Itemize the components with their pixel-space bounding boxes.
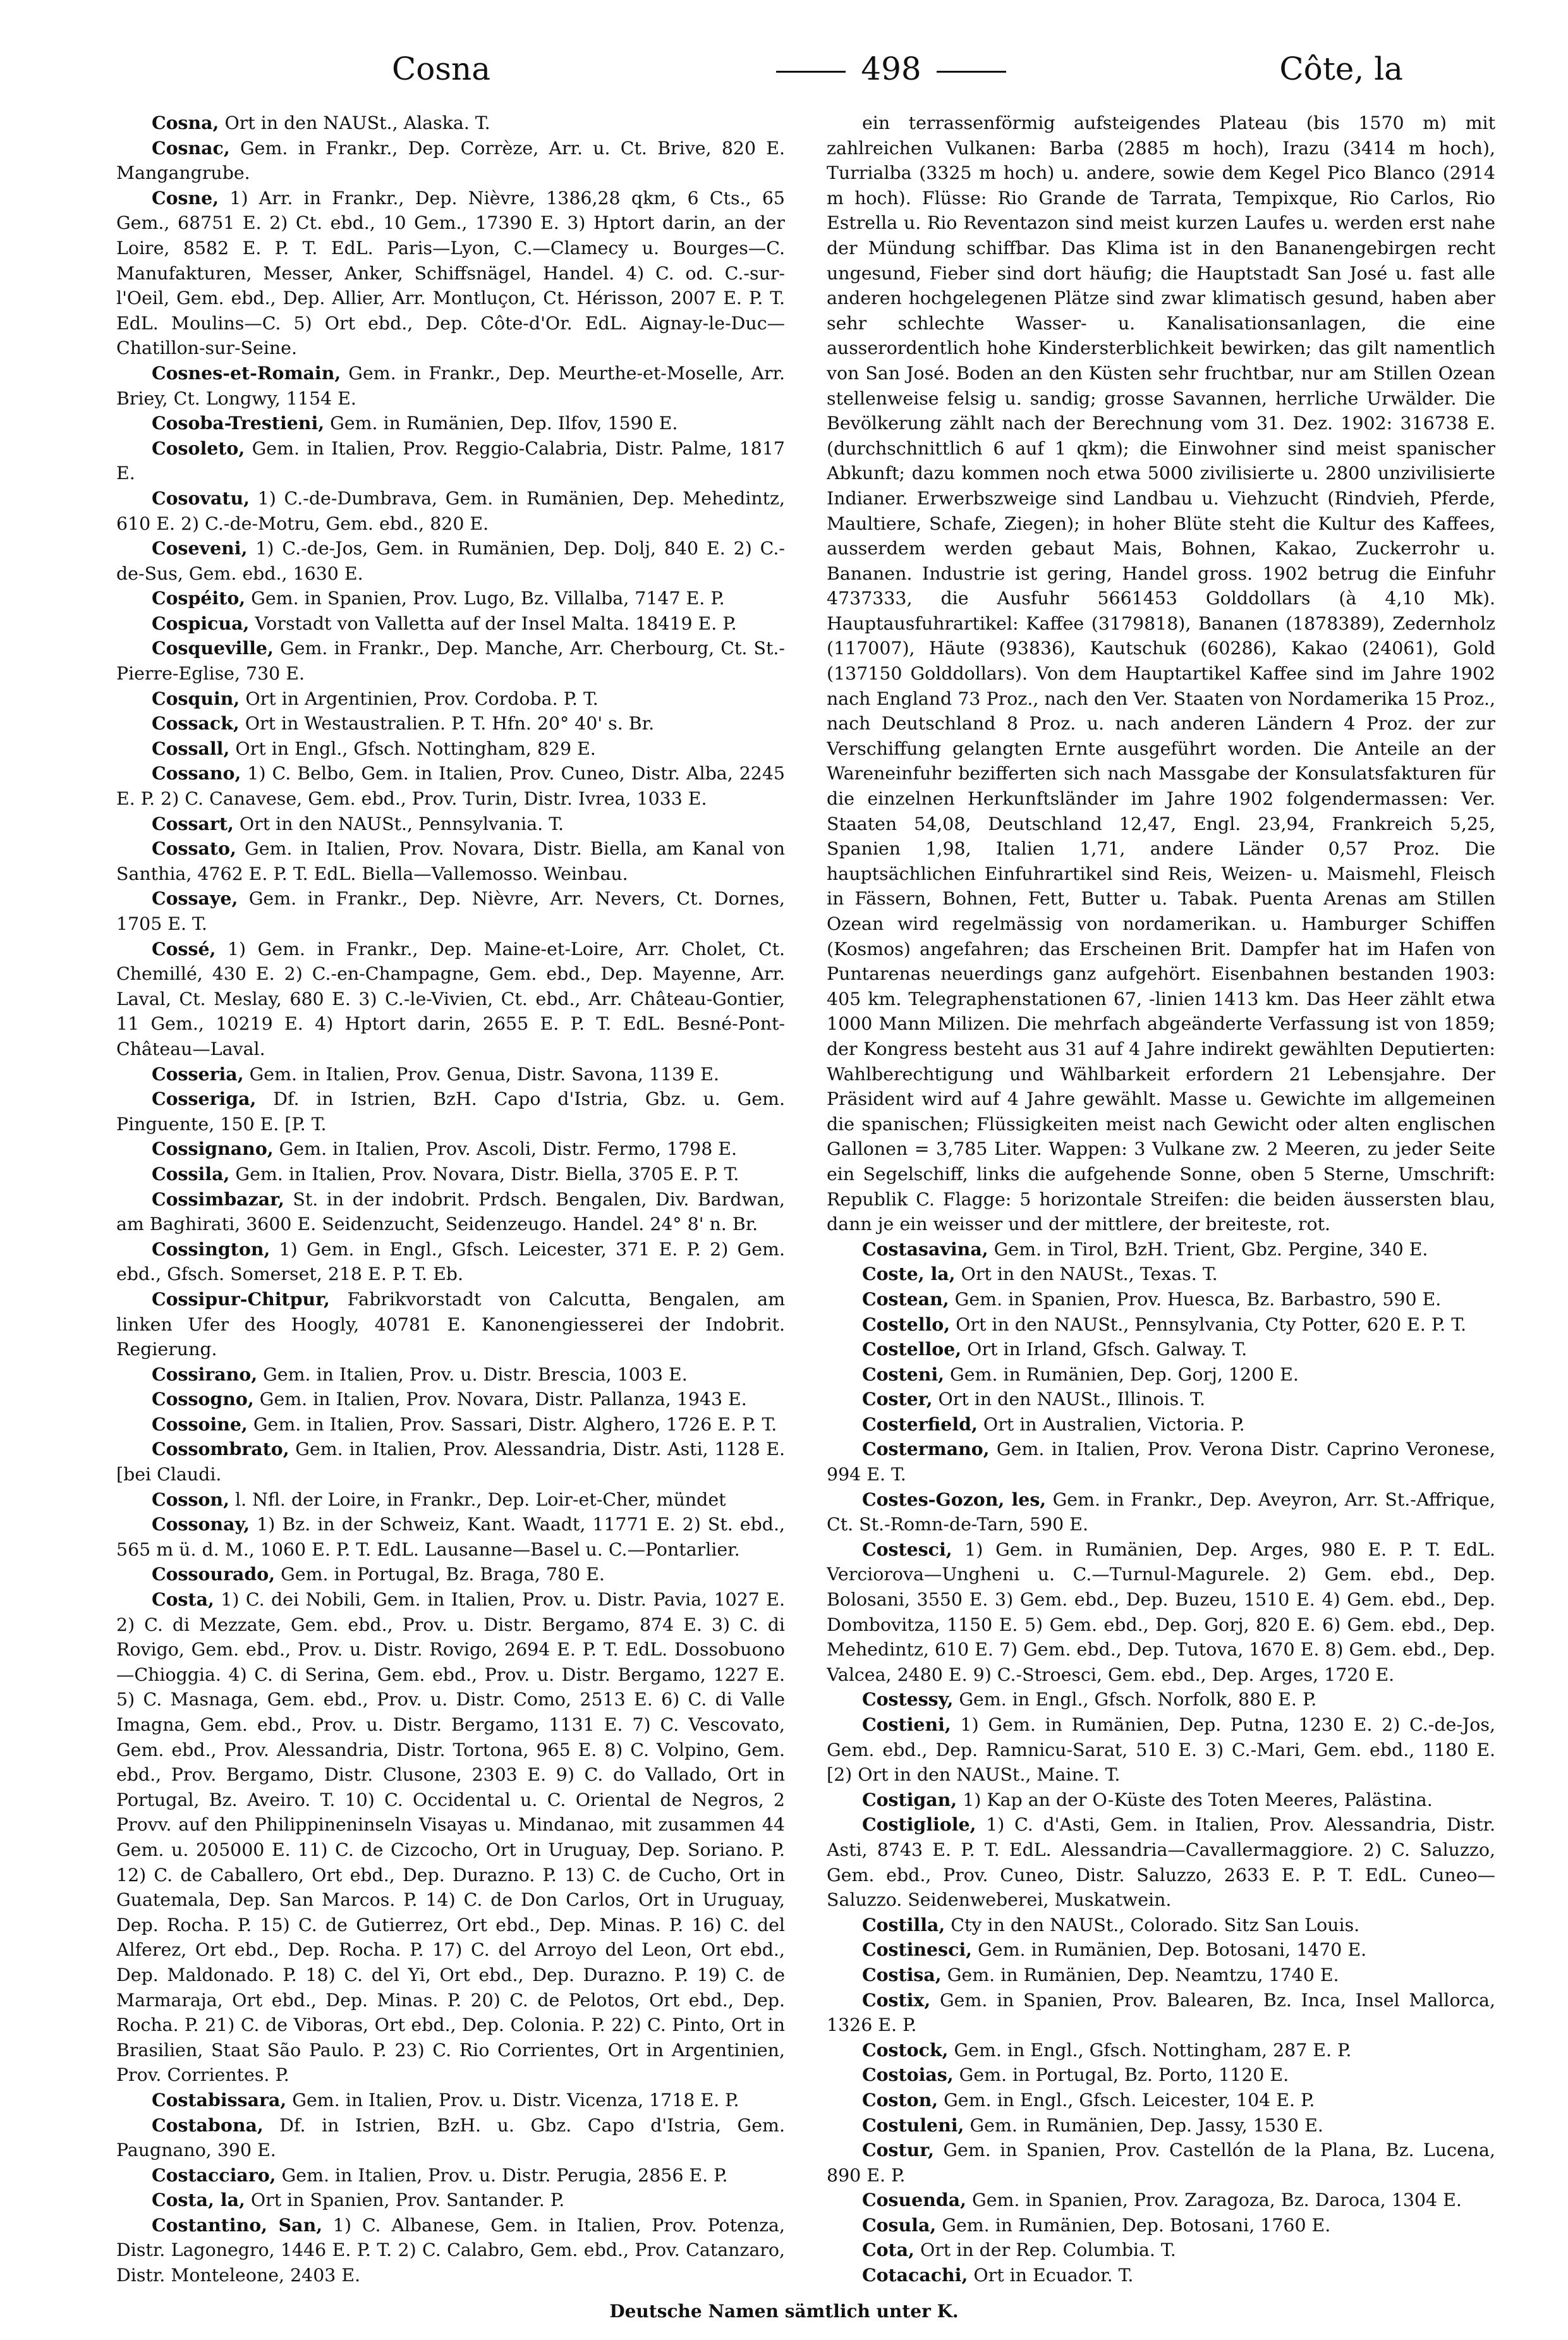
entry-headword: Costieni, [862,1714,951,1735]
dictionary-entry [116,1162,785,1187]
dictionary-entry [116,886,785,936]
dictionary-entry [116,486,785,536]
entry-headword: Costix, [862,1989,931,2011]
entry-headword: Coste, la, [862,1263,956,1285]
entry-headword: Cospéito, [152,587,246,609]
entry-text: 1) Gem. in Engl., Gfsch. Leicester, 371 E. P. 2) Gem. ebd., Gfsch. Somerset, 218 E. P. T. Eb. [116,1238,785,1285]
entry-headword: Cospicua, [152,612,250,634]
header-page-number-group [746,51,1036,87]
dictionary-entry [827,1287,1495,1312]
entry-text: Gem. in Frankr., Dep. Corrèze, Arr. u. Ct. Brive, 820 E. Mangangrube. [116,137,785,184]
entry-text: Gem. in Italien, Prov. Reggio-Calabria, Distr. Palme, 1817 E. [116,437,785,484]
entry-headword: Cosuenda, [862,2189,966,2211]
entry-headword: Cossogno, [152,1388,254,1410]
entry-text: Fabrikvorstadt von Calcutta, Bengalen, am linken Ufer des Hoogly, 40781 E. Kanonengiesserei der Indobrit. Regierung. [116,1288,785,1360]
right-column [827,111,1495,2285]
dictionary-entry [116,361,785,411]
entry-text: Gem. in Rumänien, Dep. Jassy, 1530 E. [964,2114,1323,2136]
dictionary-entry [827,1237,1495,1262]
entry-headword: Coston, [862,2088,939,2111]
entry-headword: Costantino, San, [152,2214,323,2236]
entry-text: Gem. in Italien, Prov. Alessandria, Distr. Asti, 1128 E. [bei Claudi. [116,1439,785,1485]
entry-headword: Cossourado, [152,1563,276,1585]
header-last-entry: Côte, la [1279,51,1403,87]
dictionary-entry [827,1988,1495,2038]
entry-headword: Cossignano, [152,1138,274,1160]
dictionary-entry [116,1237,785,1287]
entry-headword: Costasavina, [862,1238,988,1260]
dictionary-entry [116,111,785,136]
dictionary-entry [116,1062,785,1087]
entry-text: Gem. in Rumänien, Dep. Neamtzu, 1740 E. [941,1964,1339,1985]
dictionary-entry [827,1963,1495,1988]
dictionary-entry [116,937,785,1062]
dictionary-entry [116,1512,785,1562]
entry-text: Gem. in Spanien, Prov. Balearen, Bz. Inca, Insel Mallorca, 1326 E. P. [827,1989,1495,2036]
dictionary-entry [827,1537,1495,1688]
entry-text: Gem. in Italien, Prov. Novara, Distr. Pallanza, 1943 E. [253,1389,747,1410]
entry-text: Gem. in Rumänien, Dep. Gorj, 1200 E. [944,1363,1299,1385]
entry-text: 1) C. dei Nobili, Gem. in Italien, Prov. u. Distr. Pavia, 1027 E. 2) C. di Mezzate, Gem. ebd., Prov. u. Distr. Bergamo, 874 E. 3) C. di Rovigo, Gem. ebd., Prov. u. Distr. Rovigo, 2694 E. P. T. EdL. Dossobuono—Chioggia. 4) C. di Serina, Gem. ebd., Prov. u. Distr. Bergamo, 1227 E. 5) C. Masnaga, Gem. ebd., Prov. u. Distr. Como, 2513 E. 6) C. di Valle Imagna, Gem. ebd., Prov. u. Distr. Bergamo, 1131 E. 7) C. Vescovato, Gem. ebd., Prov. Alessandria, Distr. Tortona, 965 E. 8) C. Volpino, Gem. ebd., Prov. Bergamo, Distr. Clusone, 2303 E. 9) C. do Vallado, Ort in Portugal, Bz. Aveiro. T. 10) C. Occidental u. C. Oriental de Negros, 2 Provv. auf den Philippineninseln Visayas u. Mindanao, mit zusammen 44 Gem. u. 205000 E. 11) C. de Cizcocho, Ort in Uruguay, Dep. Soriano. P. 12) C. de Caballero, Ort ebd., Dep. Durazno. P. 13) C. de Cucho, Ort in Guatemala, Dep. San Marcos. P. 14) C. de Don Carlos, Ort in Uruguay, Dep. Rocha. P. 15) C. de Gutierrez, Ort ebd., Dep. Minas. P. 16) C. del Alferez, Ort ebd., Dep. Rocha. P. 17) C. del Arroyo del Leon, Ort ebd., Dep. Maldonado. P. 18) C. del Yi, Ort ebd., Dep. Durazno. P. 19) C. de Marmaraja, Ort ebd., Dep. Minas. P. 20) C. de Pelotos, Ort ebd., Dep. Rocha. P. 21) C. de Viboras, Ort ebd., Dep. Colonia. P. 22) C. Pinto, Ort in Brasilien, Staat São Paulo. P. 23) C. Rio Corrientes, Ort in Argentinien, Prov. Corrientes. P. [116,1589,785,2086]
entry-text: ein terrassenförmig aufsteigendes Plateau (bis 1570 m) mit zahlreichen Vulkanen: Barba (2885 m hoch), Irazu (3414 m hoch), Turrialba (3325 m hoch) u. andere, sowie dem Kegel Pico Blanco (2914 m hoch). Flüsse: Rio Grande de Tarrata, Tempixque, Rio Carlos, Rio Estrella u. Rio Reventazon sind meist kurzen Laufes u. werden erst nahe der Mündung schiffbar. Das Klima ist in den Bananengebirgen recht ungesund, Fieber sind dort häufig; die Hauptstadt San José u. fast alle anderen hochgelegenen Plätze sind zwar klimatisch gesund, haben aber sehr schlechte Wasser- u. Kanalisationsanlagen, die eine ausserordentlich hohe Kindersterblichkeit bewirken; das gilt namentlich von San José. Boden an den Küsten sehr fruchtbar, nur am Stillen Ozean stellenweise felsig u. sandig; grosse Savannen, herrliche Urwälder. Die Bevölkerung zählt nach der Berechnung vom 31. Dez. 1902: 316738 E. (durchschnittlich 6 auf 1 qkm); die Einwohner sind meist spanischer Abkunft; dazu kommen noch etwa 5000 zivilisierte u. 2800 unzivilisierte Indianer. Erwerbszweige sind Landbau u. Viehzucht (Rindvieh, Pferde, Maultiere, Schafe, Ziegen); in hoher Blüte steht die Kultur des Kaffees, ausserdem werden gebaut Mais, Bohnen, Kakao, Zuckerrohr u. Bananen. Industrie ist gering, Handel gross. 1902 betrug die Einfuhr 4737333, die Ausfuhr 5661453 Golddollars (à 4,10 Mk). Hauptausfuhrartikel: Kaffee (3179818), Bananen (1878389), Zedernholz (117007), Häute (93836), Kautschuk (60286), Kakao (24061), Gold (137150 Golddollars). Von dem Hauptartikel Kaffee sind im Jahre 1902 nach England 73 Proz., nach den Ver. Staaten von Nordamerika 15 Proz., nach Deutschland 8 Proz. u. nach anderen Ländern 4 Proz. der zur Verschiffung gelangten Ernte ausgeführt worden. Die Anteile an der Wareneinfuhr bezifferten sich nach Massgabe der Konsulatsfakturen für die einzelnen Herkunftsländer im Jahre 1902 folgendermassen: Ver. Staaten 54,08, Deutschland 12,47, Engl. 23,94, Frankreich 5,25, Spanien 1,98, Italien 1,71, andere Länder 0,57 Proz. Die hauptsächlichen Einfuhrartikel sind Reis, Weizen- u. Maismehl, Fleisch in Fässern, Bohnen, Fett, Butter u. Tabak. Puenta Arenas am Stillen Ozean wird regelmässig von nordamerikan. u. Hamburger Schiffen (Kosmos) angefahren; das Erscheinen Brit. Dampfer hat im Hafen von Puntarenas neuerdings ganz aufgehört. Eisenbahnen bestanden 1903: 405 km. Telegraphenstationen 67, -linien 1413 km. Das Heer zählt etwa 1000 Mann Milizen. Die mehrfach abgeänderte Verfassung ist von 1859; der Kongress besteht aus 31 auf 4 Jahre indirekt gewählten Deputierten: Wahlberechtigung und Wählbarkeit erfordern 21 Lebensjahre. Der Präsident wird auf 4 Jahre gewählt. Masse u. Gewichte im allgemeinen die spanischen; Flüssigkeiten meist nach Gewicht oder alten englischen Gallonen = 3,785 Liter. Wappen: 3 Vulkane zw. 2 Meeren, zu jeder Seite ein Segelschiff, links die aufgehende Sonne, oben 5 Sterne, Umschrift: Republik C. Flagge: 5 horizontale Streifen: die beiden äussersten blau, dann je ein weisser und der mittlere, der breiteste, rot. [827,113,1495,1235]
entry-text: Gem. in Portugal, Bz. Porto, 1120 E. [953,2064,1289,2086]
dictionary-entry [827,1937,1495,1963]
dictionary-entry [827,1913,1495,1938]
entry-text: Ort in Ecuador. T. [968,2265,1134,2285]
entry-text: Gem. in Rumänien, Dep. Botosani, 1760 E. [936,2214,1331,2236]
dictionary-entry [827,1387,1495,1412]
entry-headword: Cossonay, [152,1513,250,1535]
left-column [116,111,785,2285]
dictionary-entry [827,1788,1495,1813]
entry-headword: Cosna, [152,112,219,133]
entry-headword: Costigliole, [862,1813,976,1836]
entry-text: Ort in Westaustralien. P. T. Hfn. 20° 40' s. Br. [239,713,655,734]
entry-text: 1) Bz. in der Schweiz, Kant. Waadt, 11771 E. 2) St. ebd., 565 m ü. d. M., 1060 E. P. T. EdL. Lausanne—Basel u. C.—Pontarlier. [116,1514,785,1560]
entry-text: Df. in Istrien, BzH. Capo d'Istria, Gbz. u. Gem. Pinguente, 150 E. [P. T. [116,1088,785,1135]
entry-text: Gem. in Frankr., Dep. Manche, Arr. Cherbourg, Ct. St.-Pierre-Eglise, 730 E. [116,638,785,685]
entry-headword: Costessy, [862,1688,954,1710]
dictionary-entry [116,711,785,736]
dictionary-entry [116,1187,785,1237]
dictionary-entry [116,1562,785,1587]
dictionary-entry [827,1362,1495,1387]
entry-text: Gem. in Frankr., Dep. Aveyron, Arr. St.-Affrique, Ct. St.-Romn-de-Tarn, 590 E. [827,1489,1495,1535]
entry-headword: Cossipur-Chitpur, [152,1288,330,1310]
entry-headword: Cossack, [152,712,240,734]
dictionary-entry [116,2113,785,2163]
dictionary-entry [827,2063,1495,2088]
entry-text: Cty in den NAUSt., Colorado. Sitz San Louis. [945,1914,1360,1935]
entry-text: Gem. in Italien, Prov. u. Distr. Brescia, 1003 E. [257,1363,688,1385]
entry-text: Ort in Argentinien, Prov. Cordoba. P. T. [240,688,599,709]
entry-text: 1) C.-de-Jos, Gem. in Rumänien, Dep. Dolj, 840 E. 2) C.-de-Sus, Gem. ebd., 1630 E. [116,538,785,584]
footer-note: Deutsche Namen sämtlich unter K. [609,2301,959,2322]
entry-headword: Coster, [862,1388,933,1410]
entry-headword: Cosseria, [152,1063,244,1085]
entry-text: Gem. in Spanien, Prov. Huesca, Bz. Barbastro, 590 E. [949,1288,1442,1310]
entry-text: Gem. in Italien, Prov. Genua, Distr. Savona, 1139 E. [243,1063,719,1085]
entry-text: Ort in der Rep. Columbia. T. [914,2239,1176,2261]
entry-headword: Costur, [862,2139,935,2161]
entry-headword: Cosqueville, [152,637,274,659]
entry-headword: Costacciaro, [152,2164,276,2186]
entry-text: Gem. in Italien, Prov. u. Distr. Vicenza, 1718 E. P. [286,2089,739,2111]
entry-headword: Cosquin, [152,687,240,709]
dictionary-entry [116,636,785,686]
dictionary-entry [827,1262,1495,1287]
entry-headword: Cossimbazar, [152,1188,284,1210]
entry-text: Gem. in Engl., Gfsch. Leicester, 104 E. P. [938,2089,1315,2111]
dictionary-entry [116,1587,785,2088]
dictionary-entry [827,2038,1495,2063]
dictionary-entry [827,2188,1495,2213]
entry-headword: Costigan, [862,1788,957,1810]
entry-headword: Costello, [862,1313,951,1335]
entry-text: Ort in Engl., Gfsch. Nottingham, 829 E. [229,738,596,759]
dictionary-entry [116,1412,785,1437]
entry-text: 1) C. Albanese, Gem. in Italien, Prov. Potenza, Distr. Lagonegro, 1446 E. P. T. 2) C. Calabro, Gem. ebd., Prov. Catanzaro, Distr. Monteleone, 2403 E. [116,2214,785,2285]
entry-headword: Cota, [862,2239,915,2261]
entry-text: Ort in den NAUSt., Pennsylvania. T. [233,813,564,834]
entry-text: 1) Gem. in Rumänien, Dep. Arges, 980 E. P. T. EdL. Verciorova—Ungheni u. C.—Turnul-Magurele. 2) Gem. ebd., Dep. Bolosani, 3550 E. 3) Gem. ebd., Dep. Buzeu, 1510 E. 4) Gem. ebd., Dep. Dombovitza, 1150 E. 5) Gem. ebd., Dep. Gorj, 820 E. 6) Gem. ebd., Dep. Mehedintz, 610 E. 7) Gem. ebd., Dep. Tutova, 1670 E. 8) Gem. ebd., Dep. Valcea, 2480 E. 9) C.-Stroesci, Gem. ebd., Dep. Arges, 1720 E. [827,1539,1495,1685]
entry-text: Gem. in Italien, Prov. Novara, Distr. Biella, 3705 E. P. T. [229,1163,739,1185]
entry-text: Ort in Australien, Victoria. P. [977,1413,1245,1435]
dictionary-entry [116,836,785,886]
dictionary-entry [116,1387,785,1412]
dictionary-entry [827,2213,1495,2238]
entry-text: Df. in Istrien, BzH. u. Gbz. Capo d'Istria, Gem. Paugnano, 390 E. [116,2114,785,2161]
entry-text: Ort in Irland, Gfsch. Galway. T. [961,1339,1248,1360]
entry-headword: Cosnac, [152,137,230,159]
entry-text: Gem. in Rumänien, Dep. Ilfov, 1590 E. [324,413,678,434]
entry-text: Gem. in Rumänien, Dep. Botosani, 1470 E. [972,1939,1367,1961]
entry-text: Gem. in Spanien, Prov. Castellón de la Plana, Bz. Lucena, 890 E. P. [827,2140,1495,2186]
entry-text: Ort in den NAUSt., Alaska. T. [219,113,490,133]
entry-headword: Cossé, [152,937,216,960]
header-first-entry: Cosna [392,51,491,87]
entry-text: Gem. in Frankr., Dep. Nièvre, Arr. Nevers, Ct. Dornes, 1705 E. T. [116,888,785,934]
entry-text: St. in der indobrit. Prdsch. Bengalen, Div. Bardwan, am Baghirati, 3600 E. Seidenzucht, Seidenzeugo. Handel. 24° 8' n. Br. [116,1188,785,1235]
dictionary-entry [116,1487,785,1513]
entry-headword: Costock, [862,2038,949,2061]
entry-headword: Costeni, [862,1363,945,1385]
dictionary-entry [116,736,785,762]
entry-headword: Costisa, [862,1963,942,1985]
entry-text: Gem. in Italien, Prov. u. Distr. Perugia, 2856 E. P. [276,2164,728,2186]
dictionary-entry [116,436,785,486]
dictionary-entry [116,1362,785,1387]
entry-headword: Cosula, [862,2214,937,2236]
dictionary-entry [827,111,1495,1237]
dictionary-entry [116,2088,785,2113]
entry-text: 1) C. d'Asti, Gem. in Italien, Prov. Alessandria, Distr. Asti, 8743 E. P. T. EdL. Alessandria—Cavallermaggiore. 2) C. Saluzzo, Gem. ebd., Prov. Cuneo, Distr. Saluzzo, 2633 E. P. T. EdL. Cuneo—Saluzzo. Seidenweberei, Muskatwein. [827,1814,1495,1911]
dictionary-entry [827,1687,1495,1712]
entry-headword: Cotacachi, [862,2264,968,2285]
entry-headword: Cossato, [152,838,236,860]
entry-text: Gem. in Italien, Prov. Novara, Distr. Biella, am Kanal von Santhia, 4762 E. P. T. EdL. Biella—Vallemosso. Weinbau. [116,838,785,884]
entry-headword: Costa, la, [152,2189,245,2211]
entry-text: Vorstadt von Valletta auf der Insel Malta. 18419 E. P. [249,612,737,634]
entry-text: Gem. in Italien, Prov. Verona Distr. Caprino Veronese, 994 E. T. [827,1439,1495,1485]
entry-headword: Costuleni, [862,2114,964,2136]
dictionary-entry [116,2213,785,2285]
entry-headword: Costabissara, [152,2088,287,2111]
dictionary-entry [827,2238,1495,2263]
entry-headword: Cossall, [152,737,230,759]
dictionary-entry [827,1337,1495,1362]
dictionary-entry [827,1437,1495,1487]
entry-text: Ort in den NAUSt., Pennsylvania, Cty Potter, 620 E. P. T. [950,1313,1466,1335]
entry-text: 1) C.-de-Dumbrava, Gem. in Rumänien, Dep. Mehedintz, 610 E. 2) C.-de-Motru, Gem. ebd., 820 E. [116,487,785,534]
dictionary-entry [827,1487,1495,1537]
entry-text: Gem. in Engl., Gfsch. Norfolk, 880 E. P. [953,1689,1317,1710]
entry-headword: Cosoba-Trestieni, [152,412,325,434]
entry-text: Ort in Spanien, Prov. Santander. P. [245,2190,565,2211]
entry-headword: Cossington, [152,1238,270,1260]
header-rule-left [776,71,846,73]
dictionary-entry [827,2113,1495,2138]
entry-headword: Cossaye, [152,887,238,910]
dictionary-entry [827,1812,1495,1912]
entry-text: 1) C. Belbo, Gem. in Italien, Prov. Cuneo, Distr. Alba, 2245 E. P. 2) C. Canavese, Gem. ebd., Prov. Turin, Distr. Ivrea, 1033 E. [116,763,785,810]
dictionary-entry [116,586,785,611]
entry-headword: Cossila, [152,1162,230,1185]
entry-text: Gem. in Portugal, Bz. Braga, 780 E. [275,1564,605,1585]
entry-headword: Cossombrato, [152,1438,289,1460]
entry-text: 1) Arr. in Frankr., Dep. Nièvre, 1386,28 qkm, 6 Cts., 65 Gem., 68751 E. 2) Ct. ebd., 10 Gem., 17390 E. 3) Hptort darin, an der Loire, 8582 E. P. T. EdL. Paris—Lyon, C.—Clamecy u. Bourges—C. Manufakturen, Messer, Anker, Schiffsnägel, Handel. 4) C. od. C.-sur-l'Oeil, Gem. ebd., Dep. Allier, Arr. Montluçon, Ct. Hérisson, 2007 E. P. T. EdL. Moulins—C. 5) Ort ebd., Dep. Côte-d'Or. EdL. Aignay-le-Duc—Chatillon-sur-Seine. [116,187,785,359]
dictionary-entry [116,2188,785,2213]
dictionary-entry [116,136,785,186]
dictionary-entry [827,2263,1495,2285]
entry-headword: Cosson, [152,1488,229,1510]
entry-headword: Cossano, [152,762,241,784]
dictionary-entry [827,1412,1495,1437]
entry-headword: Cosnes-et-Romain, [152,362,341,384]
entry-headword: Coseveni, [152,537,248,559]
entry-headword: Costesci, [862,1538,952,1560]
entry-headword: Costean, [862,1288,949,1310]
entry-text: Ort in den NAUSt., Illinois. T. [932,1389,1205,1410]
dictionary-entry [827,2088,1495,2113]
entry-headword: Cossoine, [152,1413,248,1435]
dictionary-entry [827,1712,1495,1788]
dictionary-entry [116,1136,785,1162]
entry-text: Gem. in Italien, Prov. Sassari, Distr. Alghero, 1726 E. P. T. [247,1413,777,1435]
dictionary-entry [116,686,785,712]
entry-headword: Costa, [152,1588,214,1611]
entry-headword: Cossart, [152,812,234,834]
dictionary-entry [827,1312,1495,1338]
entry-text: Gem. in Frankr., Dep. Meurthe-et-Moselle, Arr. Briey, Ct. Longwy, 1154 E. [116,362,785,409]
entry-text: Gem. in Spanien, Prov. Lugo, Bz. Villalba, 7147 E. P. [245,588,725,609]
dictionary-entry [116,812,785,837]
entry-headword: Cosseriga, [152,1088,257,1110]
entry-text: Gem. in Tirol, BzH. Trient, Gbz. Pergine, 340 E. [988,1238,1428,1260]
entry-headword: Costoias, [862,2064,954,2086]
entry-headword: Costermano, [862,1438,990,1460]
dictionary-entry [116,761,785,811]
entry-headword: Cossirano, [152,1363,258,1385]
entry-text: 1) Gem. in Rumänien, Dep. Putna, 1230 E. 2) C.-de-Jos, Gem. ebd., Dep. Ramnicu-Sarat, 510 E. 3) C.-Mari, Gem. ebd., 1180 E. [2) Ort in den NAUSt., Maine. T. [827,1714,1495,1786]
dictionary-entry [827,2138,1495,2188]
entry-headword: Costes-Gozon, les, [862,1488,1047,1510]
dictionary-entry [116,1437,785,1487]
header-rule-right [937,71,1006,73]
dictionary-entry [116,2163,785,2188]
entry-text: Gem. in Engl., Gfsch. Nottingham, 287 E. P. [948,2039,1352,2061]
entry-text: Gem. in Spanien, Prov. Zaragoza, Bz. Daroca, 1304 E. [966,2190,1462,2211]
dictionary-entry [116,1287,785,1362]
entry-headword: Cosovatu, [152,487,250,509]
entry-headword: Costinesci, [862,1939,973,1961]
dictionary-entry [116,1087,785,1136]
entry-text: l. Nfl. der Loire, in Frankr., Dep. Loir-et-Cher, mündet [229,1489,726,1510]
entry-text: 1) Gem. in Frankr., Dep. Maine-et-Loire, Arr. Cholet, Ct. Chemillé, 430 E. 2) C.-en-Champagne, Gem. ebd., Dep. Mayenne, Arr. Laval, Ct. Meslay, 680 E. 3) C.-le-Vivien, Ct. ebd., Arr. Château-Gontier, 11 Gem., 10219 E. 4) Hptort darin, 2655 E. P. T. EdL. Besné-Pont-Château—Laval. [116,938,785,1059]
entry-text: Gem. in Italien, Prov. Ascoli, Distr. Fermo, 1798 E. [273,1138,738,1160]
entry-headword: Costerfield, [862,1413,978,1435]
entry-headword: Costelloe, [862,1338,962,1360]
dictionary-entry [116,611,785,637]
dictionary-entry [116,186,785,361]
page-number: 498 [861,51,921,87]
entry-headword: Costabona, [152,2114,264,2136]
dictionary-entry [116,411,785,436]
running-header [114,44,1454,88]
dictionary-entry [116,536,785,586]
entry-text: 1) Kap an der O-Küste des Toten Meeres, Palästina. [957,1789,1433,1810]
entry-text: Ort in den NAUSt., Texas. T. [955,1264,1218,1285]
entry-headword: Cosoleto, [152,437,245,459]
entry-headword: Costilla, [862,1913,945,1935]
entry-headword: Cosne, [152,186,219,209]
